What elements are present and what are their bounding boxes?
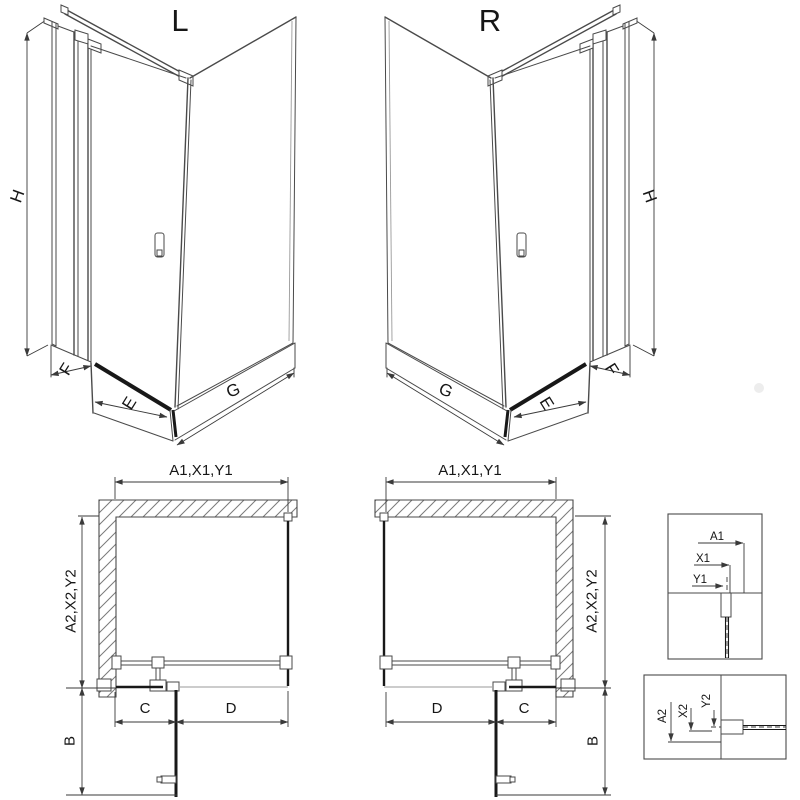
detail-x2-label: X2 [678,703,691,719]
variant-label-right: R [478,3,502,38]
door-panel [91,46,186,410]
plan-right-view [375,462,611,797]
plan-left-c-label: C [139,700,151,717]
plan-open-door [496,690,515,797]
plan-right-d-label: D [431,700,443,717]
plan-door-handle [161,776,176,783]
plan-open-door [157,690,176,797]
side-panel [177,17,296,406]
dim-g-left: G [223,379,243,402]
plan-right-c-label: C [518,700,530,717]
dim-h-left: H [6,187,29,206]
detail-a1-label: A1 [709,531,725,543]
plan-left-width-label: A1,X1,Y1 [169,462,233,479]
plan-left-b-label: B [61,735,79,747]
plan-right-b-label: B [584,735,602,747]
plan-left-view [61,462,297,797]
dim-e-left: E [118,393,141,414]
plan-left-d-label: D [225,700,237,717]
dim-f-right: F [600,359,623,379]
iso-right-view [385,3,661,445]
detail-a2-label: A2 [657,708,670,724]
iso-left-labels [6,3,242,413]
detail-x1-label: X1 [695,553,711,565]
dim-f-left: F [55,359,78,379]
plan-right-width-label: A1,X1,Y1 [438,462,502,479]
detail-y2-label: Y2 [701,693,714,709]
detail-y1-label: Y1 [692,574,708,586]
watermark-dot [754,383,764,393]
dim-g-right: G [436,379,456,402]
plan-right-depth-label: A2,X2,Y2 [583,569,601,633]
height-dimension [27,20,48,356]
plan-front-glass [384,682,556,691]
return-panel [44,18,74,346]
dim-e-right: E [535,393,558,414]
plan-door-handle [496,776,511,783]
plan-front-glass [116,682,288,691]
corner-post [173,78,191,437]
wall-hatch-right [375,500,573,697]
dim-h-right: H [638,187,661,206]
wall-bracket [561,679,575,691]
variant-label-left: L [171,3,189,38]
detail-width-box [668,514,762,659]
enclosure-line-art [27,5,296,445]
wall-hatch-left [99,500,297,697]
wall-profile [74,30,88,356]
hinge-profile [88,39,101,362]
plan-left-depth-label: A2,X2,Y2 [62,569,80,633]
wall-bracket [97,679,111,691]
detail-depth-box [644,675,786,759]
